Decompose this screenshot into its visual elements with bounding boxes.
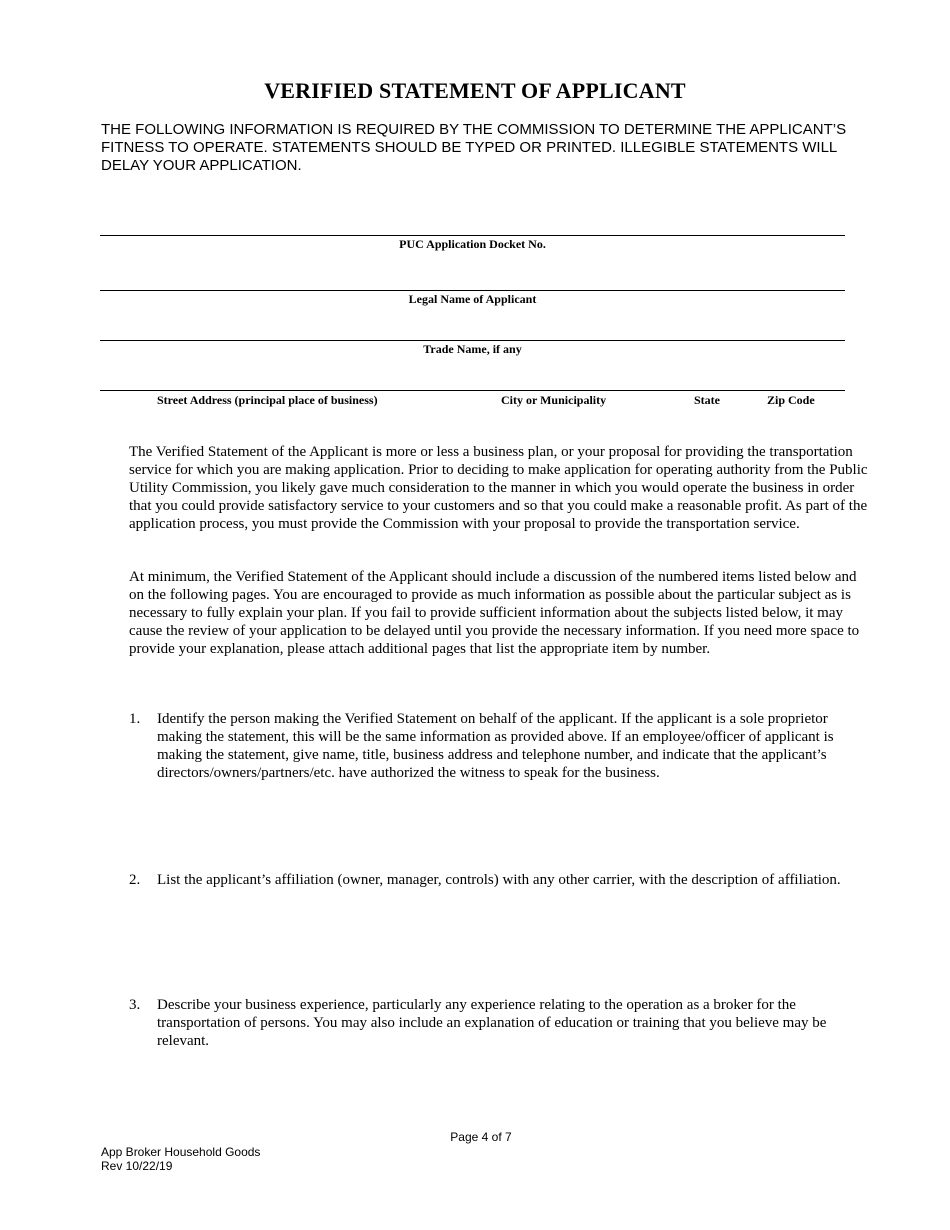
address-line[interactable] [100, 390, 845, 391]
list-item [129, 996, 869, 1050]
form-revision: Rev 10/22/19 [101, 1159, 173, 1173]
legal-name-label: Legal Name of Applicant [408, 292, 537, 306]
paragraph-minimum-requirements: At minimum, the Verified Statement of the Applicant should include a discussion of the numbered items listed below and on the following pages. You are encouraged to provide as much information as possible about the particular subject as is necessary to fully explain your plan. If you fail to provide sufficient information about the subjects listed below, it may cause the review of your application to be delayed until you provide the necessary information. If you need more space to provide your explanation, please attach additional pages that list the appropriate item by number. [129, 569, 860, 657]
docket-number-line[interactable] [100, 235, 845, 236]
item-text: Identify the person making the Verified Statement on behalf of the applicant. If the applicant is a sole proprietor making the statement, this will be the same information as provided above. If an employee/officer of applicant is making the statement, give name, title, business address and telephone number, and indicate that the applicant’s directors/owners/partners/etc. have authorized the witness to speak for the business. [157, 711, 834, 781]
list-item [129, 710, 869, 782]
trade-name-line[interactable] [100, 340, 845, 341]
list-item [129, 871, 869, 889]
zip-code-label: Zip Code [767, 393, 815, 407]
intro-text: THE FOLLOWING INFORMATION IS REQUIRED BY THE COMMISSION TO DETERMINE THE APPLICANT’S FITNESS TO OPERATE. STATEMENTS SHOULD BE TYPED OR PRINTED. ILLEGIBLE STATEMENTS WILL DELAY YOUR APPLICATION. [101, 121, 847, 174]
street-address-label: Street Address (principal place of business) [157, 393, 378, 407]
trade-name-label: Trade Name, if any [423, 342, 522, 356]
city-label: City or Municipality [501, 393, 607, 407]
item-text: List the applicant’s affiliation (owner, manager, controls) with any other carrier, with the description of affiliation. [157, 872, 841, 888]
legal-name-line[interactable] [100, 290, 845, 291]
page-title: VERIFIED STATEMENT OF APPLICANT [264, 78, 686, 103]
form-name: App Broker Household Goods [101, 1145, 261, 1159]
item-text: Describe your business experience, particularly any experience relating to the operation as a broker for the transportation of persons. You may also include an explanation of education or training that you believe may be relevant. [157, 997, 827, 1049]
item-number: 1. [129, 711, 141, 727]
page-number: Page 4 of 7 [450, 1130, 512, 1144]
item-number: 3. [129, 997, 141, 1013]
docket-number-label: PUC Application Docket No. [399, 237, 546, 251]
item-number: 2. [129, 872, 141, 888]
paragraph-business-plan: The Verified Statement of the Applicant is more or less a business plan, or your proposal for providing the transportation service for which you are making application. Prior to deciding to make application for operating authority from the Public Utility Commission, you likely gave much consideration to the manner in which you would operate the business in order that you could provide satisfactory service to your customers and so that you could make a reasonable profit. As part of the application process, you must provide the Commission with your proposal to provide the transportation service. [129, 444, 868, 532]
state-label: State [694, 393, 720, 407]
